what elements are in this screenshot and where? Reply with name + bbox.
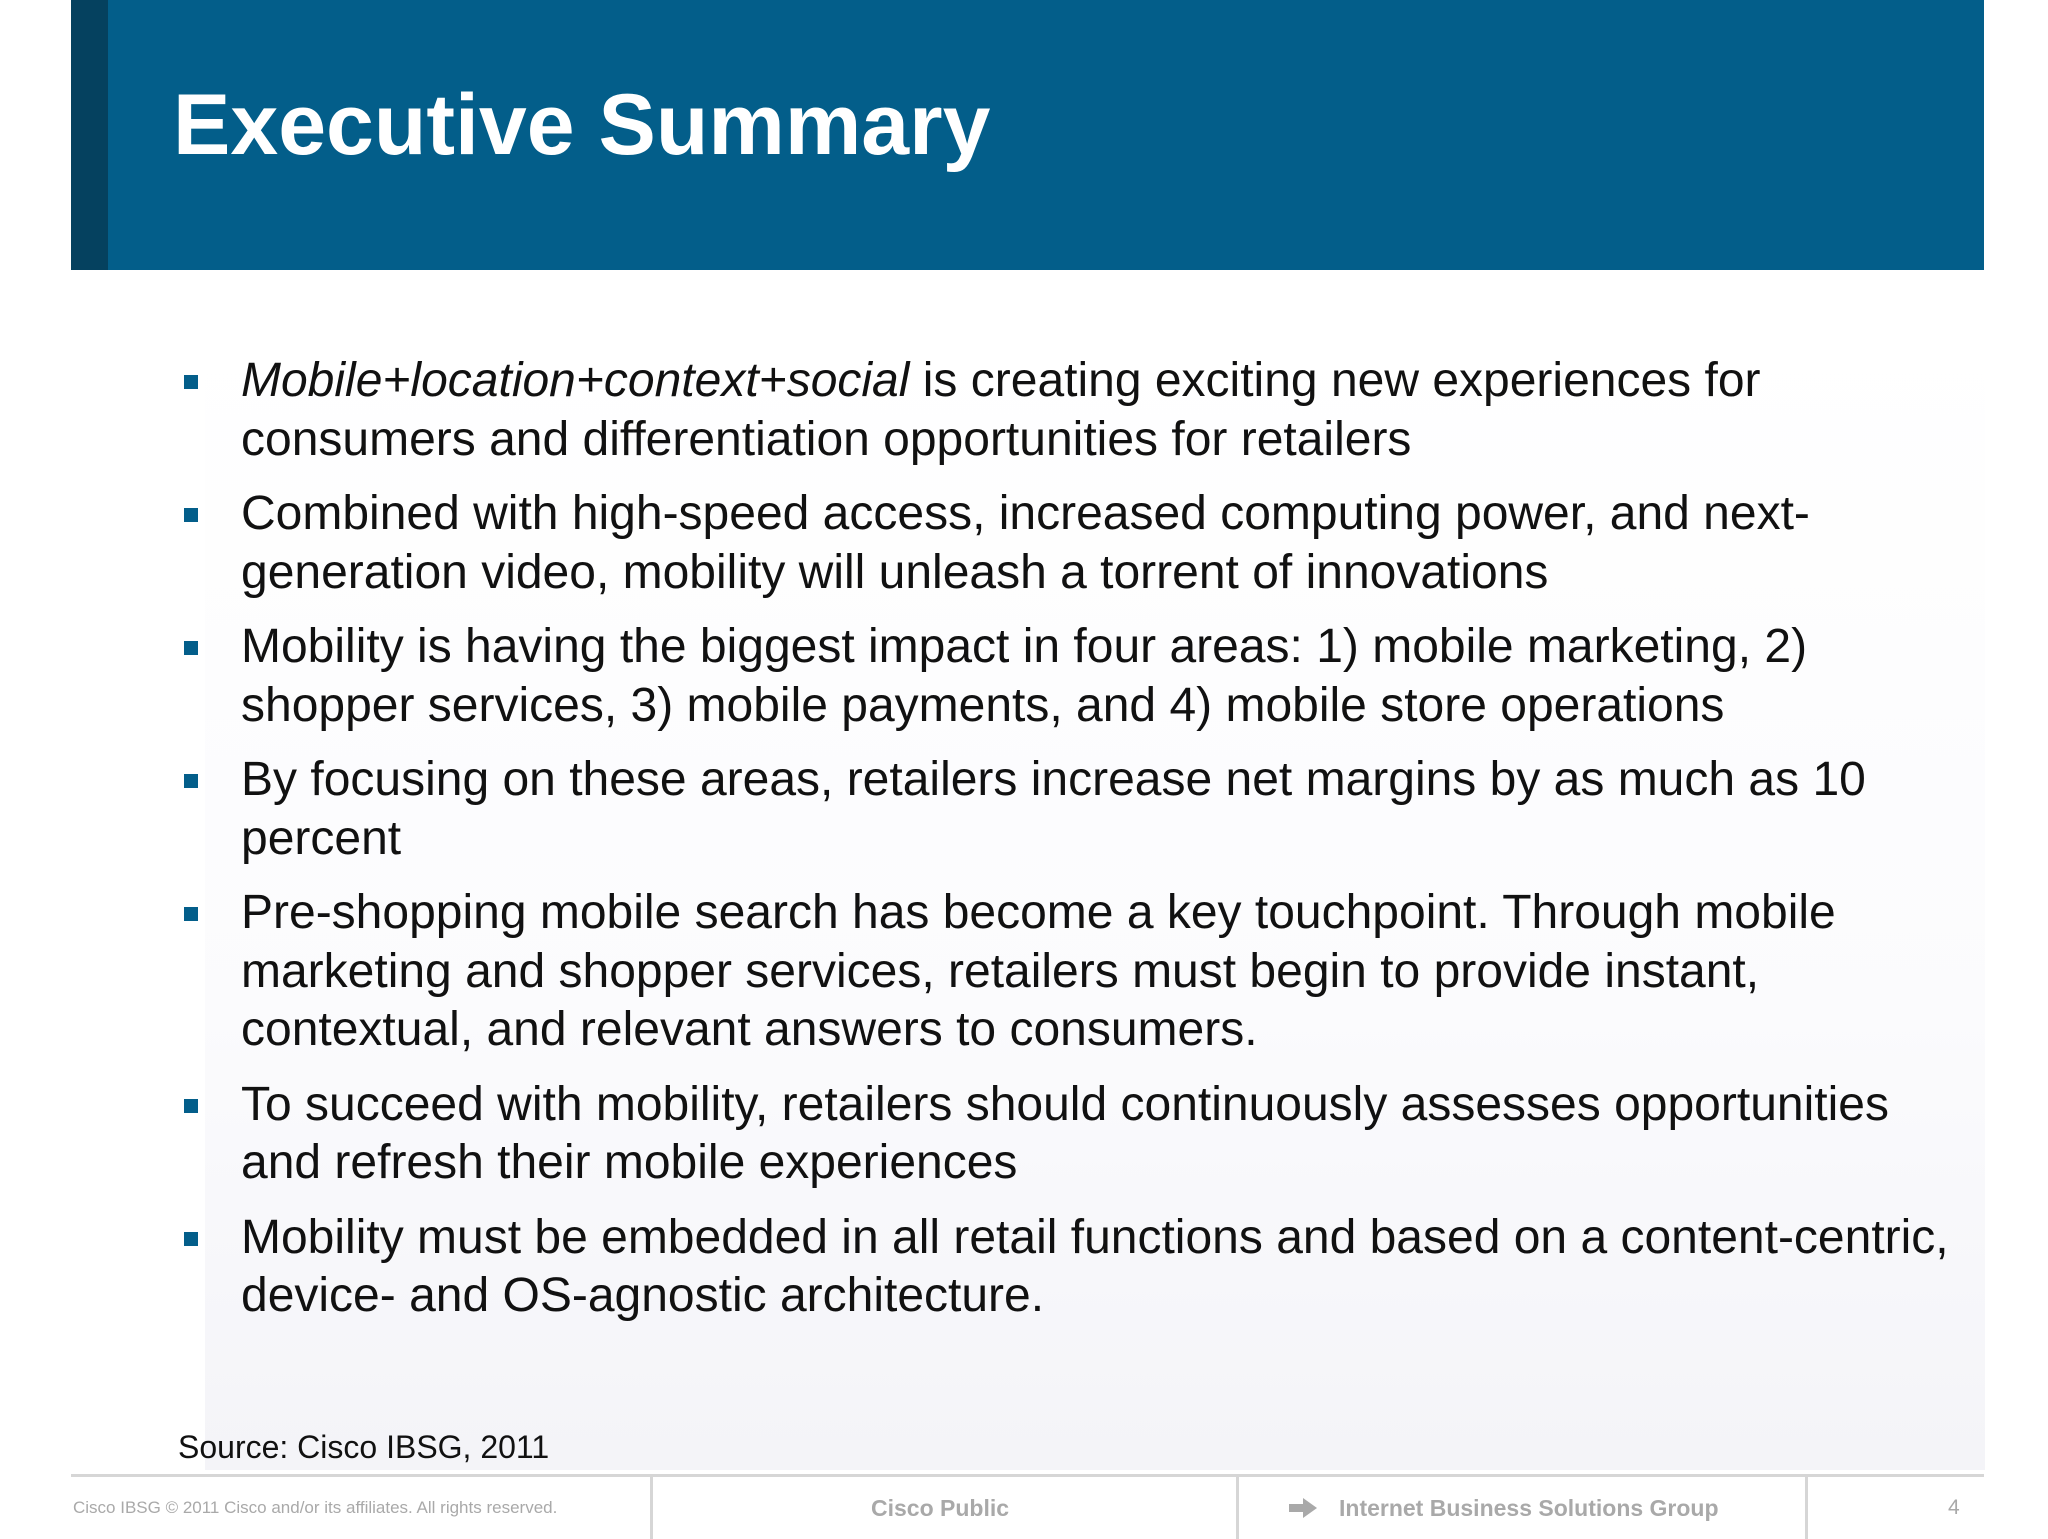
title-accent-stripe <box>71 0 108 270</box>
bullet-item <box>180 1209 1980 1326</box>
slide-footer <box>71 1474 1984 1539</box>
source-note: Source: Cisco IBSG, 2011 <box>178 1429 550 1465</box>
bullet-italic-lead: Mobile+location+context+social <box>241 354 910 407</box>
footer-divider <box>1236 1477 1239 1539</box>
footer-divider <box>650 1477 653 1539</box>
bullet-item <box>180 751 1980 868</box>
bullet-text: Pre-shopping mobile search has become a key touchpoint. Through mobile marketing and shopper services, retailers must begin to provide instant, contextual, and relevant answers to consumers. <box>241 886 1836 1056</box>
bullet-item <box>180 884 1980 1060</box>
classification-label: Cisco Public <box>871 1494 1010 1521</box>
bullet-item <box>180 1076 1980 1193</box>
slide-title: Executive Summary <box>173 77 991 173</box>
bullet-item <box>180 352 1980 469</box>
bullet-text: To succeed with mobility, retailers should continuously assesses opportunities and refresh their mobile experiences <box>241 1077 1889 1189</box>
bullet-text: By focusing on these areas, retailers increase net margins by as much as 10 percent <box>241 753 1866 865</box>
square-bullet-icon <box>184 1232 198 1246</box>
group-name-label <box>1287 1477 1719 1539</box>
page-number: 4 <box>1948 1496 1960 1519</box>
square-bullet-icon <box>184 375 198 389</box>
bullet-text: is creating exciting new experiences for consumers and differentiation opportunities for retailers <box>241 354 1761 466</box>
bullet-text: Mobility is having the biggest impact in four areas: 1) mobile marketing, 2) shopper services, 3) mobile payments, and 4) mobile store operations <box>241 620 1808 732</box>
bullet-text: Mobility must be embedded in all retail functions and based on a content-centric, device- and OS-agnostic architecture. <box>241 1210 1949 1322</box>
square-bullet-icon <box>184 508 198 522</box>
bullet-text: Combined with high-speed access, increased computing power, and next-generation video, mobility will unleash a torrent of innovations <box>241 487 1810 599</box>
square-bullet-icon <box>184 641 198 655</box>
footer-divider <box>1805 1477 1808 1539</box>
square-bullet-icon <box>184 1099 198 1113</box>
square-bullet-icon <box>184 774 198 788</box>
copyright-text: Cisco IBSG © 2011 Cisco and/or its affiliates. All rights reserved. <box>73 1498 558 1517</box>
bullet-list <box>180 352 1980 1342</box>
bullet-item <box>180 618 1980 735</box>
group-name-text: Internet Business Solutions Group <box>1339 1494 1719 1521</box>
bullet-item <box>180 485 1980 602</box>
title-bar <box>71 0 1984 270</box>
square-bullet-icon <box>184 907 198 921</box>
arrow-right-icon <box>1287 1496 1319 1520</box>
